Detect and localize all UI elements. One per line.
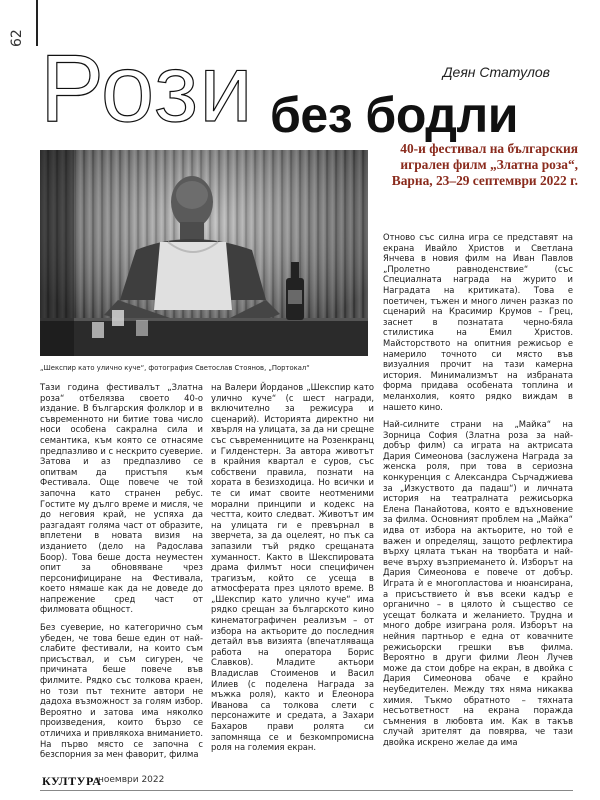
title-light: Рози [40,35,254,142]
paragraph: Най-силните страни на „Майка“ на Зорница София (Златна роза за най-добър филм) са играта на актрисата Дария Симеонова (заслужена Награда за женска роля, при това в сериозна конкуренция с Александра Сърчаджиева за „Изкуството да падаш“) и личната история на театралната режисьорка Елена Панайотова, която е вдъхновение за филма. Основният проблем на „Майка“ идва от избора на актьорите, но той е важен и определящ, защото рефлектира върху цялата тъкан на творбата и най-вече върху възприемането ѝ. Изборът на Дария Симеонова е повече от добър. Играта ѝ е многопластова и нюансирана, а присъствието ѝ във всеки кадър е органично – в цялото ѝ същество се усещат болката и желанието. Трудна и много добре изиграна роля. Изборът на нейния партньор е една от ковачните режисьорски грешки във филма. Вероятно в други филми Леон Лучев може да стои добре на екран, в двойка с Дария Симеонова обаче е крайно неубедителен. Между тях няма никаква химия. Тъкмо обратното – тяхната несъответност на екрана поражда съмнения в любовта им. Как в такъв случай зрителят да повярва, че тази двойка искрено желае да има [383,419,573,747]
paragraph: на Валери Йорданов „Шекспир като улично куче“ (с шест награди, включително за режисура и сценарий). Историята директно ни хвърля на улицата, за да ни срещне със съвременниците на Розенкранц и Гилденстерн. За автора животът в крайния квартал е суров, със собствени правила, познати на хората в безизходица. Но всички и те си имат своите неотменими морални принципи и кодекс на честта, които следват. Животът им на улицата ги е превърнал в зверчета, за да оцелеят, но пък са запазили тъй рядко срещаната хуманност. Както в Шекспировата драма филмът носи специфичен трагизъм, който се усеща в атмосферата през цялото време. В „Шекспир като улично куче“ има рядко срещан за българското кино кинематографичен реализъм – от избора на актьорите до последния детайл във визията (впечатляваща работа на оператора Борис Славков). Младите актьори Владислав Стоименов и Васил Илиев (с поделена Награда за мъжка роля), както и Елеонора Иванова са толкова слети с персонажите и средата, а Захари Бахаров прави ролята си запомняща се и безкомпромисна роля на големия екран. [211,382,374,753]
article-column-3 [383,232,573,756]
paragraph: Тази година фестивалът „Златна роза“ отбелязва своето 40-о издание. В българския фолклор и в съвременното ни битие това число носи особена сакрална сила и семантика, към която се отнасяме предпазливо и с нескрито суеверие. Затова и аз предпазливо се опитвам да пристъпя към Фестивала. Още повече че той започна като странен ребус. Гостите му дълго време и мисля, че до неговия край, не успяха да разгадаят голяма част от образите, вплетени в новата визия на изданието (дело на Радослава Боор). Това беше доста неуместен опит за обновяване чрез персонифициране на Фестивала, което нямаше как да не доведе до напрежение сред част от филмовата общност. [40,382,203,615]
paragraph: Отново със силна игра се представят на екрана Ивайло Христов и Светлана Янчева в новия филм на Иван Павлов „Пролетно равноденствие“ (със Специалната награда на журито и Наградата на критиката). Това е поетичен, тъжен и много личен разказ по сценарий на Красимир Крумов – Грец, заснет в познатата черно-бяла стилистика на Емил Христов. Майсторството на опитния режисьор е намерило точното си място във визуалния прочит на тази камерна история. Минимализмът на избраната форма придава особената топлина и меланхолия, която рядко виждам в нашето кино. [383,232,573,412]
footer-rule [40,790,573,791]
issue-date: ноември 2022 [98,775,165,785]
title-bold: без бодли [270,87,518,143]
photo-caption: „Шекспир като улично куче“, фотография Светослав Стоянов, „Портокал“ [40,364,310,372]
page-number: 62 [9,29,25,47]
subtitle: 40-и фестивал на българския игрален филм „Златна роза“, Варна, 23–29 септември 2022 г. [391,141,578,188]
magazine-logo: КУЛТУРА [42,774,102,788]
article-column-1 [40,382,203,760]
article-photo [40,150,368,356]
article-column-2 [211,382,374,754]
paragraph: Без суеверие, но категорично съм убеден, че това беше един от най-слабите фестивали, на които съм присъствал, и съм сигурен, че причината беше повече във филмите. Рядко със толкова краен, но този път техните автори не дадоха възможност за голям избор. Вероятно и затова има няколко произведения, които бързо се отличиха и привлякоха вниманието. На първо място се започна с безспорния за мен фаворит, филма [40,622,203,760]
author-name: Деян Статулов [442,64,550,80]
left-rule [36,0,38,46]
